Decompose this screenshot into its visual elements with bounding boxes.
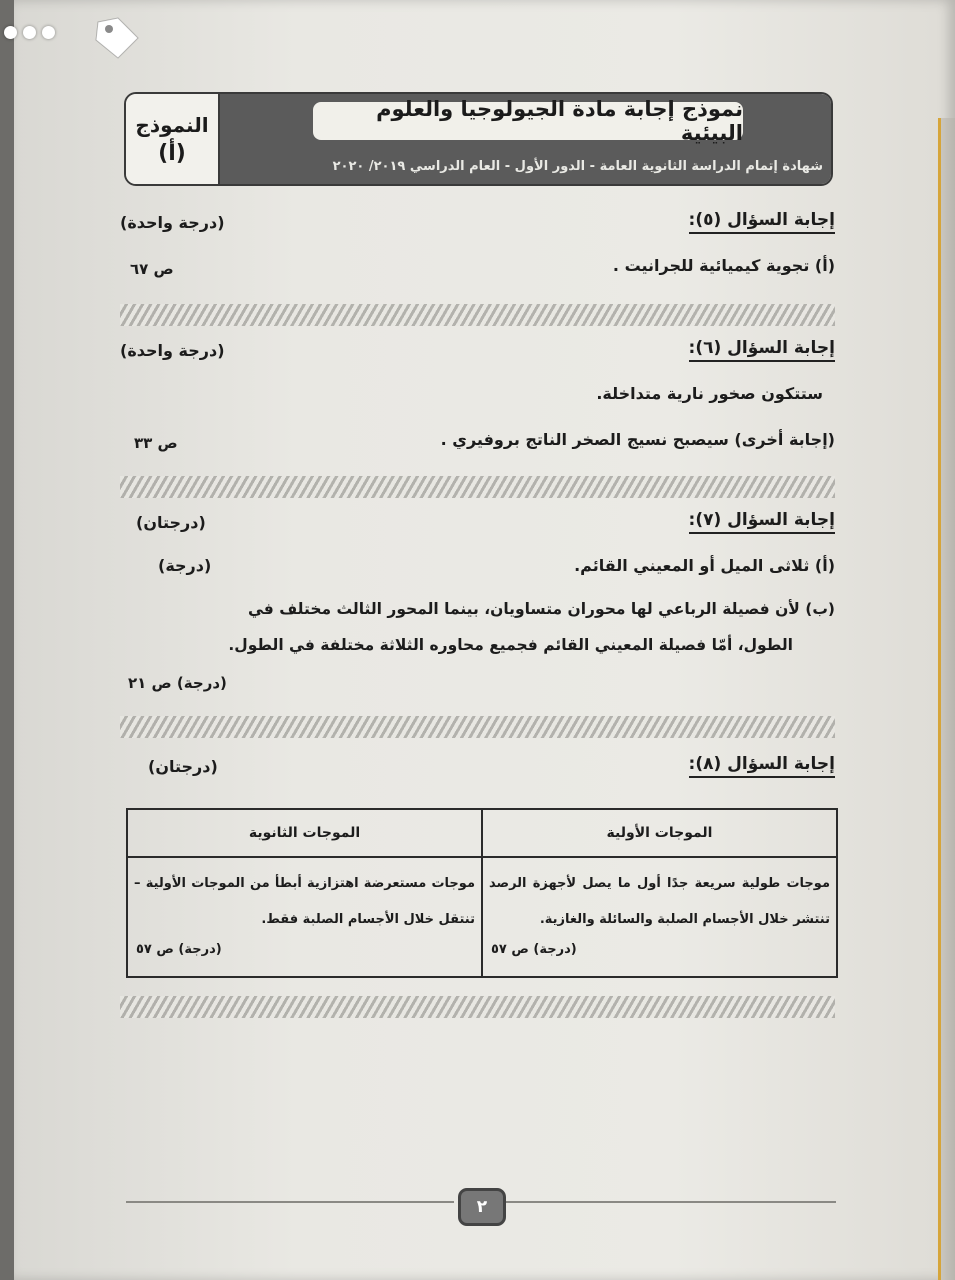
q6-heading: إجابة السؤال (٦):: [689, 338, 835, 362]
secondary-waves-ref: (درجة) ص ٥٧: [136, 942, 222, 957]
page-number: ٢: [458, 1188, 506, 1226]
secondary-waves-text: موجات مستعرضة اهتزازية أبطأ من الموجات الأولية – تنتقل خلال الأجسام الصلبة فقط.: [134, 876, 475, 927]
primary-waves-header: الموجات الأولية: [483, 810, 836, 858]
q8-header-row: [120, 754, 835, 778]
primary-waves-text: موجات طولية سريعة جدًا أول ما يصل لأجهزة الرصد تنتشر خلال الأجسام الصلبة والسائلة والغازية.: [489, 876, 830, 927]
q5-grade: (درجة واحدة): [120, 212, 225, 232]
q7-a-row: [120, 556, 835, 575]
q8-heading: إجابة السؤال (٨):: [689, 754, 835, 778]
more-options-icon[interactable]: [4, 26, 55, 39]
primary-waves-column: [483, 810, 836, 976]
q5-ref: ص ٦٧: [130, 260, 174, 278]
footer-rule-right: [504, 1201, 836, 1203]
q6-answer-2: (إجابة أخرى) سيصبح نسيج الصخر الناتج بروفيري .: [440, 430, 835, 449]
q5-heading: إجابة السؤال (٥):: [689, 210, 835, 234]
q7-header-row: [120, 510, 835, 534]
q5-header-row: [120, 210, 835, 234]
q8-grade: (درجتان): [148, 756, 218, 776]
model-label: النموذج: [135, 112, 209, 137]
q7-ref-b: (درجة) ص ٢١: [128, 674, 227, 692]
q7-answer-b-2: الطول، أمّا فصيلة المعيني القائم فجميع محاوره الثلاثة مختلفة في الطول.: [228, 636, 793, 654]
primary-waves-ref: (درجة) ص ٥٧: [491, 942, 577, 957]
q6-answer-1: ستتكون صخور نارية متداخلة.: [596, 384, 823, 403]
footer-rule-left: [126, 1201, 454, 1203]
waves-table: [126, 808, 838, 978]
secondary-waves-cell: [128, 858, 481, 976]
q7-answer-b-1: (ب) لأن فصيلة الرباعي لها محوران متساويان، بينما المحور الثالث مختلف في: [247, 600, 835, 618]
exam-header: [124, 92, 833, 186]
q5-answer: (أ) تجوية كيميائية للجرانيت .: [612, 256, 835, 275]
page-subtitle: شهادة إتمام الدراسة الثانوية العامة - الدور الأول - العام الدراسي ٢٠١٩/ ٢٠٢٠: [332, 159, 823, 174]
q7-grade-a: (درجة): [158, 556, 212, 575]
section-divider: [120, 716, 835, 738]
model-letter: (أ): [158, 140, 186, 166]
q7-heading: إجابة السؤال (٧):: [689, 510, 835, 534]
model-box: [126, 94, 220, 184]
tag-icon[interactable]: [92, 14, 142, 64]
primary-waves-cell: [483, 858, 836, 976]
secondary-waves-header: الموجات الثانوية: [128, 810, 481, 858]
q6-header-row: [120, 338, 835, 362]
section-divider: [120, 996, 835, 1018]
section-divider: [120, 476, 835, 498]
q7-grade: (درجتان): [136, 512, 206, 532]
page-edge: [938, 118, 955, 1280]
q6-grade: (درجة واحدة): [120, 340, 225, 360]
q6-ref: ص ٣٣: [134, 434, 178, 452]
page-title: نموذج إجابة مادة الجيولوجيا والعلوم البيئية: [313, 102, 743, 140]
header-banner: [220, 94, 831, 184]
q7-answer-a: (أ) ثلاثى الميل أو المعيني القائم.: [574, 556, 835, 575]
section-divider: [120, 304, 835, 326]
secondary-waves-column: [128, 810, 483, 976]
